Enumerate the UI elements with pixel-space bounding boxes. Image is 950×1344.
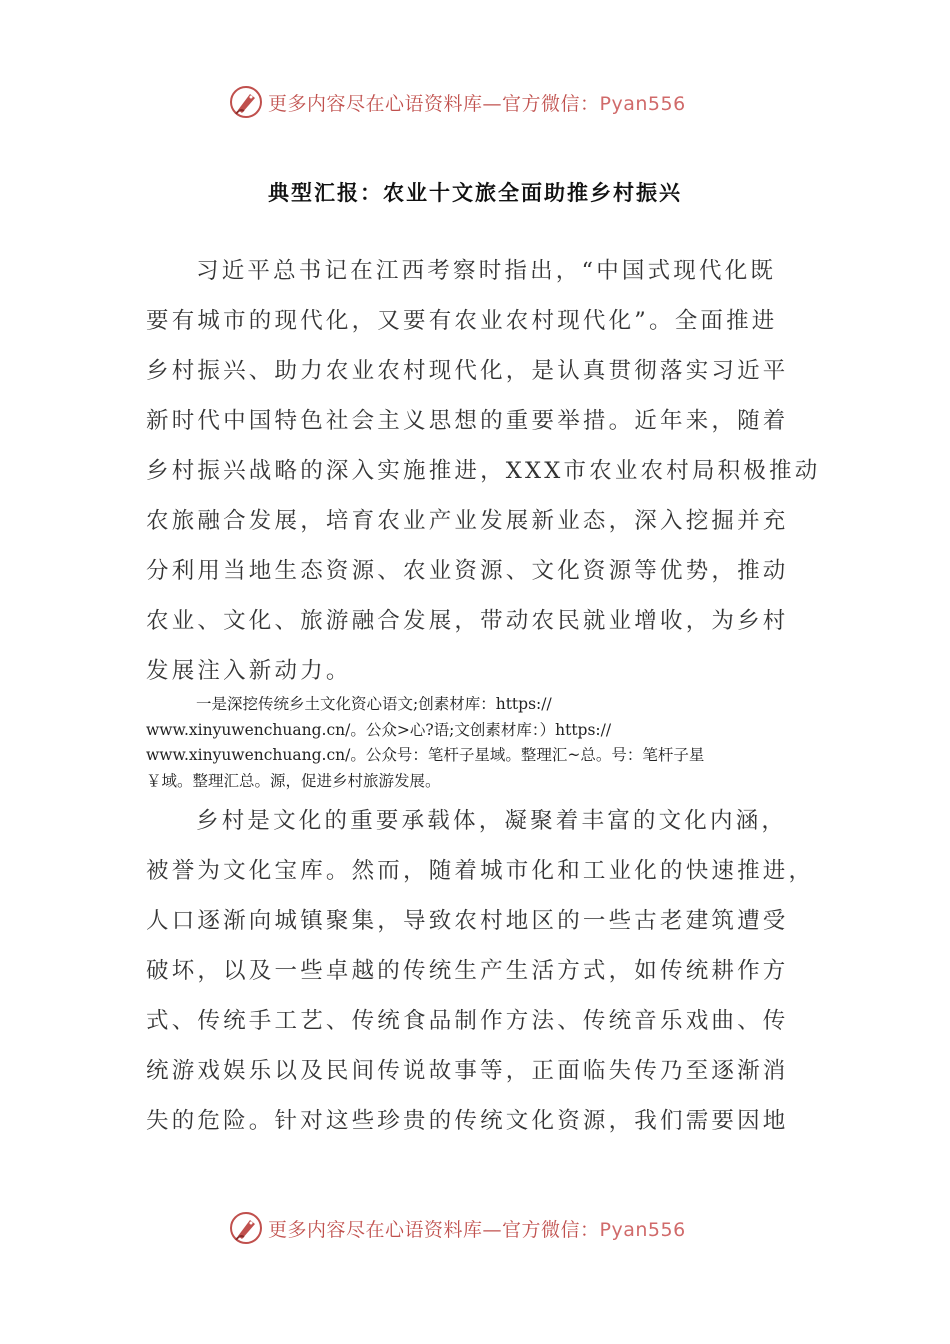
wechat-id: Pyan556 — [599, 1218, 686, 1241]
wechat-id: Pyan556 — [599, 92, 686, 115]
section-heading — [146, 692, 806, 794]
text-line: 新时代中国特色社会主义思想的重要举措。近年来，随着 — [146, 408, 789, 434]
pen-nib-circle-icon — [228, 84, 264, 120]
text-line: 被誉为文化宝库。然而，随着城市化和工业化的快速推进， — [146, 858, 815, 884]
text-line: 农旅融合发展，培育农业产业发展新业态，深入挖掘并充 — [146, 508, 789, 534]
footer-banner-text: 更多内容尽在心语资料库—官方微信：Pyan556 — [268, 1218, 686, 1241]
pen-nib-circle-icon — [228, 1210, 264, 1246]
text-line: 破坏，以及一些卓越的传统生产生活方式，如传统耕作方 — [146, 958, 789, 984]
text-line: 统游戏娱乐以及民间传说故事等，正面临失传乃至逐渐消 — [146, 1058, 789, 1084]
header-banner — [228, 84, 686, 120]
header-banner-text: 更多内容尽在心语资料库—官方微信：Pyan556 — [268, 92, 686, 115]
text-line: 失的危险。针对这些珍贵的传统文化资源，我们需要因地 — [146, 1108, 789, 1134]
footer-banner — [228, 1210, 686, 1246]
text-line: 发展注入新动力。 — [146, 658, 352, 684]
text-line: 习近平总书记在江西考察时指出，“中国式现代化既 — [196, 258, 777, 284]
text-line: ￥域。整理汇总。源，促进乡村旅游发展。 — [146, 771, 441, 790]
text-line: www.xinyuwenchuang.cn/。公众号：笔杆子星域。整理汇~总。号：笔杆子星 — [146, 746, 705, 764]
document-title: 典型汇报：农业十文旅全面助推乡村振兴 — [268, 181, 682, 205]
paragraph-culture — [146, 796, 815, 1146]
text-line: 乡村振兴战略的深入实施推进，XXX市农业农村局积极推动 — [146, 458, 821, 484]
paragraph-intro — [146, 246, 821, 696]
text-line: 人口逐渐向城镇聚集，导致农村地区的一些古老建筑遭受 — [146, 908, 789, 934]
text-line: 式、传统手工艺、传统食品制作方法、传统音乐戏曲、传 — [146, 1008, 789, 1034]
text-line: 乡村振兴、助力农业农村现代化，是认真贯彻落实习近平 — [146, 358, 789, 384]
text-line: 分利用当地生态资源、农业资源、文化资源等优势，推动 — [146, 558, 789, 584]
text-line: 乡村是文化的重要承载体，凝聚着丰富的文化内涵， — [196, 808, 788, 834]
text-line: 农业、文化、旅游融合发展，带动农民就业增收，为乡村 — [146, 608, 789, 634]
text-line: 一是深挖传统乡土文化资心语文;创素材库：https:// — [196, 695, 552, 713]
text-line: 要有城市的现代化，又要有农业农村现代化”。全面推进 — [146, 308, 778, 334]
text-line: www.xinyuwenchuang.cn/。公众>心?语;文创素材库：）https:// — [146, 720, 612, 739]
